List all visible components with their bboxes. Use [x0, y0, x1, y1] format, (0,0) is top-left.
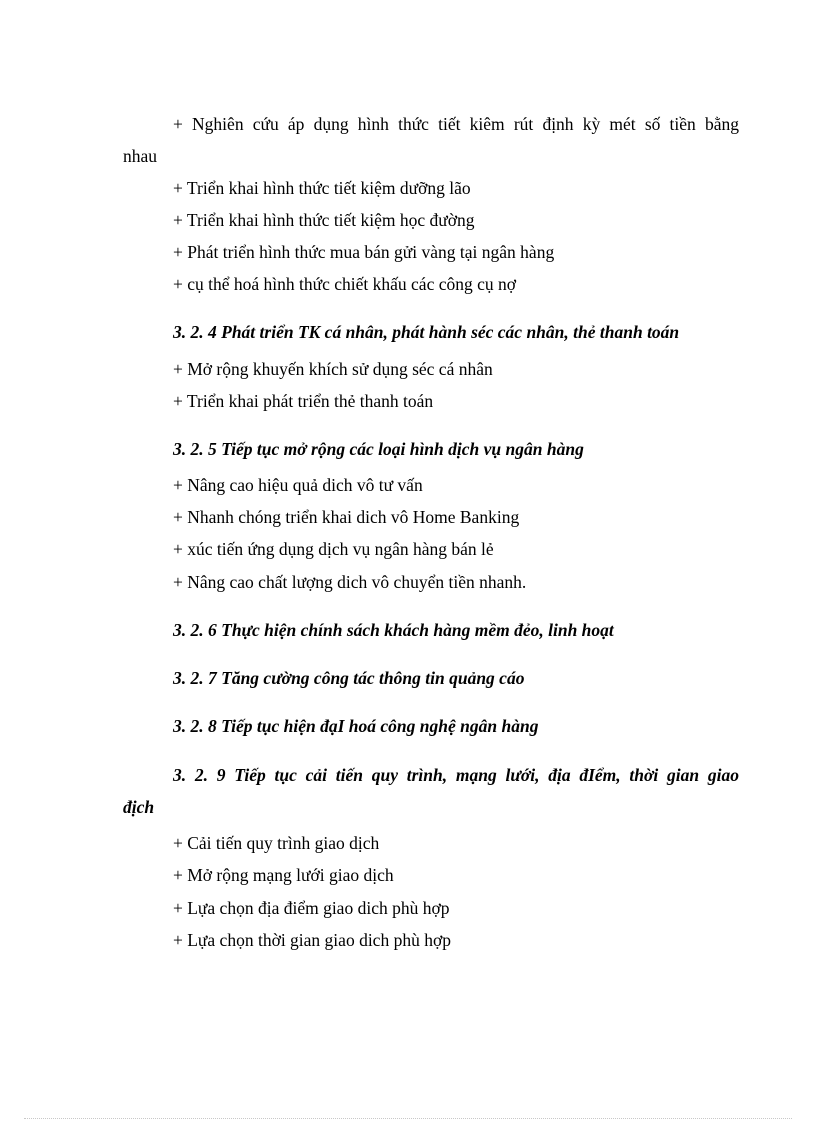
- section-heading-3-2-8: 3. 2. 8 Tiếp tục hiện đạI hoá công nghệ ngân hàng: [173, 716, 539, 736]
- list-item-fast-transfer: + Nâng cao chất lượng dich vô chuyển tiền nhanh.: [173, 572, 527, 592]
- list-item-transaction-time: + Lựa chọn thời gian giao dich phù hợp: [173, 930, 451, 950]
- list-item-transaction-network: + Mở rộng mạng lưới giao dịch: [173, 865, 394, 885]
- list-item-gold-deposit: + Phát triển hình thức mua bán gửi vàng tại ngân hàng: [173, 242, 555, 262]
- list-item-payment-card: + Triển khai phát triển thẻ thanh toán: [173, 391, 434, 411]
- list-item-transaction-process: + Cải tiến quy trình giao dịch: [173, 833, 380, 853]
- list-item-transaction-location: + Lựa chọn địa điểm giao dich phù hợp: [173, 898, 450, 918]
- list-item-savings-periodic-withdrawal: + Nghiên cứu áp dụng hình thức tiết kiêm rút định kỳ mét số tiền bằng: [173, 114, 739, 134]
- list-item-debt-instrument-discount: + cụ thể hoá hình thức chiết khấu các công cụ nợ: [173, 274, 517, 294]
- section-heading-3-2-9: 3. 2. 9 Tiếp tục cải tiến quy trình, mạng lưới, địa đIểm, thời gian giao: [173, 765, 739, 785]
- page-bottom-divider: [24, 1118, 792, 1119]
- section-heading-3-2-5: 3. 2. 5 Tiếp tục mở rộng các loại hình dịch vụ ngân hàng: [173, 439, 584, 459]
- list-item-home-banking: + Nhanh chóng triển khai dich vô Home Banking: [173, 507, 520, 527]
- list-item-savings-periodic-withdrawal-continued: nhau: [123, 146, 158, 166]
- section-heading-3-2-6: 3. 2. 6 Thực hiện chính sách khách hàng mềm đẻo, linh hoạt: [173, 620, 614, 640]
- list-item-personal-cheque: + Mở rộng khuyến khích sử dụng séc cá nhân: [173, 359, 493, 379]
- list-item-retail-banking: + xúc tiến ứng dụng dịch vụ ngân hàng bán lẻ: [173, 539, 494, 559]
- list-item-school-savings: + Triển khai hình thức tiết kiệm học đường: [173, 210, 475, 230]
- section-heading-3-2-7: 3. 2. 7 Tăng cường công tác thông tin quảng cáo: [173, 668, 525, 688]
- section-heading-3-2-4: 3. 2. 4 Phát triển TK cá nhân, phát hành séc các nhân, thẻ thanh toán: [173, 322, 680, 342]
- list-item-advisory-service: + Nâng cao hiệu quả dich vô tư vấn: [173, 475, 423, 495]
- list-item-pension-savings: + Triển khai hình thức tiết kiệm dưỡng lão: [173, 178, 471, 198]
- section-heading-3-2-9-continued: địch: [123, 797, 155, 817]
